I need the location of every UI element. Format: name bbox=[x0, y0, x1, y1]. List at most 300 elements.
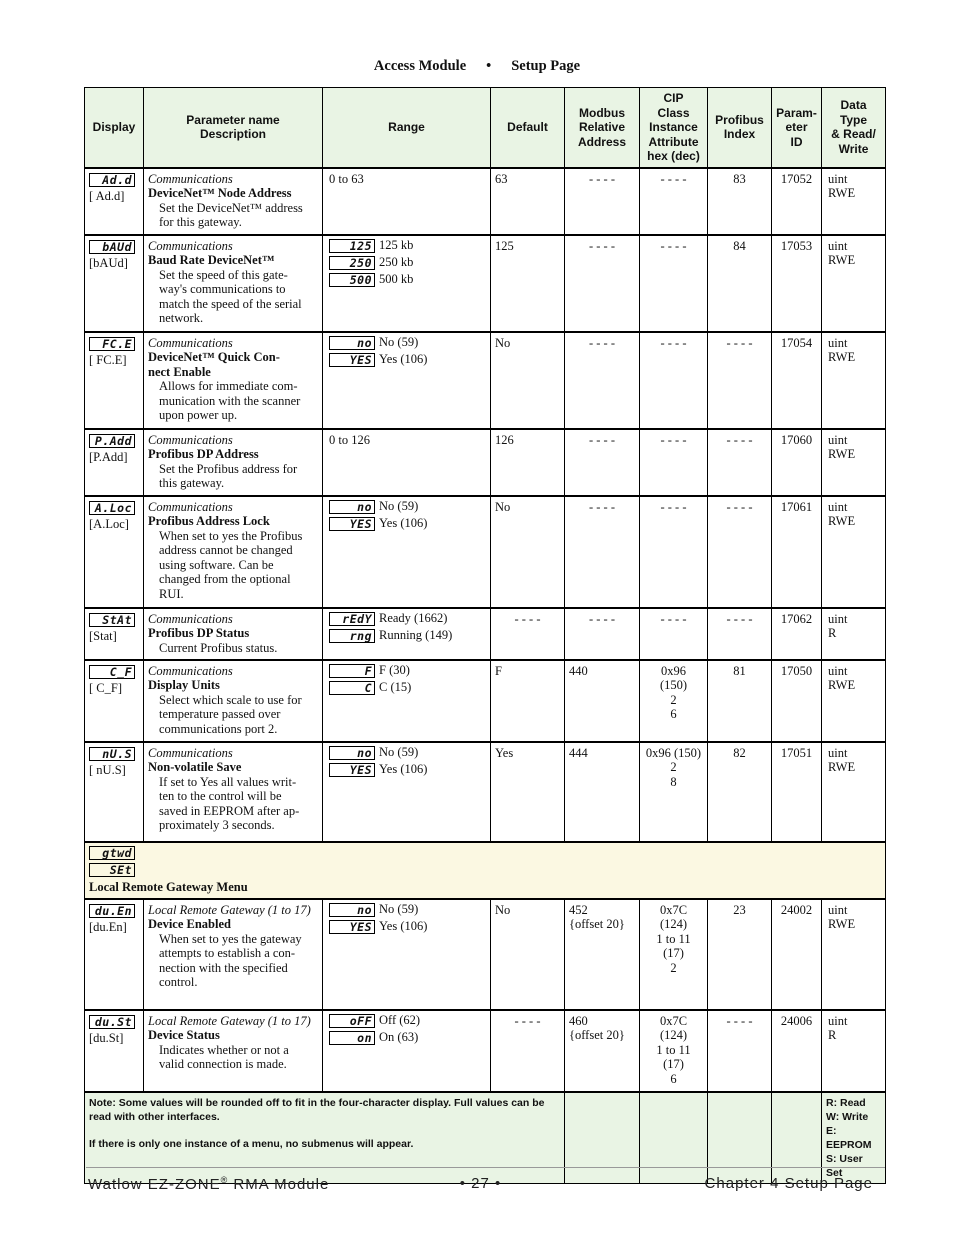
data-type-value: uint bbox=[828, 745, 848, 760]
text-line: E: EEPROM bbox=[826, 1124, 872, 1151]
text-line: & Read/ bbox=[831, 127, 876, 142]
data-type-cell bbox=[822, 429, 886, 496]
range-option-label: Running (149) bbox=[379, 628, 453, 643]
modbus-value: 440 bbox=[569, 663, 588, 678]
menu-row bbox=[85, 842, 886, 899]
range-cell bbox=[323, 742, 491, 842]
text-line: Relative bbox=[578, 120, 626, 134]
range-option bbox=[329, 920, 486, 934]
text-line: Instance bbox=[649, 120, 698, 134]
data-type-value: uint bbox=[828, 499, 848, 514]
data-type-value: uint bbox=[828, 611, 848, 626]
param-description: valid connection is made. bbox=[159, 1057, 287, 1072]
table-row bbox=[85, 899, 886, 1010]
lcd-display: on bbox=[329, 1031, 375, 1045]
range-cell bbox=[323, 429, 491, 496]
default-cell: 126 bbox=[491, 429, 565, 496]
param-description: Current Profibus status. bbox=[159, 640, 278, 655]
cip-value: - - - - bbox=[660, 171, 687, 186]
page-header bbox=[0, 58, 954, 75]
lcd-display: YES bbox=[329, 920, 375, 934]
display-cell bbox=[85, 332, 144, 429]
col-data-type bbox=[822, 88, 886, 168]
param-category: Communications bbox=[148, 745, 233, 760]
param-category: Communications bbox=[148, 499, 233, 514]
range-option bbox=[329, 353, 486, 367]
param-cell bbox=[144, 168, 323, 235]
param-id-cell: 17051 bbox=[772, 742, 822, 842]
data-type-cell bbox=[822, 899, 886, 1010]
lcd-display: YES bbox=[329, 353, 375, 367]
range-option-label: 500 kb bbox=[379, 272, 414, 287]
cip-cell bbox=[640, 1010, 708, 1092]
data-type-value: uint bbox=[828, 335, 848, 350]
lcd-display: nU.S bbox=[89, 747, 135, 761]
cip-value: (124) bbox=[659, 917, 688, 932]
lcd-display: 125 bbox=[329, 239, 375, 253]
cip-cell bbox=[640, 742, 708, 842]
range-cell bbox=[323, 1010, 491, 1092]
range-text: 0 to 126 bbox=[329, 432, 370, 447]
param-id-cell: 17050 bbox=[772, 660, 822, 742]
lcd-display: YES bbox=[329, 517, 375, 531]
lcd-display: YES bbox=[329, 763, 375, 777]
profibus-cell: 84 bbox=[708, 235, 772, 332]
header-module: Access Module bbox=[373, 58, 467, 74]
range-cell bbox=[323, 332, 491, 429]
cip-value: - - - - bbox=[660, 238, 687, 253]
lcd-display: P.Add bbox=[89, 434, 135, 448]
param-name: Profibus DP Status bbox=[148, 626, 250, 641]
param-description: for this gateway. bbox=[159, 215, 242, 230]
modbus-value: - - - - bbox=[588, 335, 616, 350]
param-name: DeviceNet™ Quick Con- nect Enable bbox=[148, 350, 280, 379]
param-category: Local Remote Gateway (1 to 17) bbox=[148, 1013, 311, 1028]
header-bullet: • bbox=[486, 58, 492, 74]
text-line: ID bbox=[790, 134, 803, 149]
range-option-label: Yes (106) bbox=[379, 919, 428, 934]
table-row bbox=[85, 608, 886, 660]
range-option-label: On (63) bbox=[379, 1030, 419, 1045]
table-row bbox=[85, 742, 886, 842]
text-line: Data bbox=[840, 98, 867, 113]
data-type-cell bbox=[822, 235, 886, 332]
text-line: Address bbox=[577, 134, 627, 149]
modbus-value: 444 bbox=[569, 745, 588, 760]
cip-cell bbox=[640, 332, 708, 429]
param-cell bbox=[144, 235, 323, 332]
footnote-empty bbox=[565, 1092, 640, 1184]
data-type-value: RWE bbox=[828, 253, 856, 268]
text-line: Modbus bbox=[579, 105, 625, 120]
range-option bbox=[329, 239, 486, 253]
param-description: nection with the specified bbox=[159, 960, 288, 975]
param-description: match the speed of the serial bbox=[159, 296, 302, 311]
param-description: munication with the scanner bbox=[159, 393, 301, 408]
cip-cell bbox=[640, 608, 708, 660]
range-option-label: No (59) bbox=[379, 902, 419, 917]
modbus-cell bbox=[565, 429, 640, 496]
modbus-value: - - - - bbox=[588, 171, 616, 186]
param-cell bbox=[144, 1010, 323, 1092]
param-category: Communications bbox=[148, 432, 233, 447]
display-cell bbox=[85, 608, 144, 660]
table-row bbox=[85, 332, 886, 429]
lcd-display: Ad.d bbox=[89, 173, 135, 187]
lcd-display: oFF bbox=[329, 1014, 375, 1028]
modbus-value: 452 bbox=[569, 902, 588, 917]
data-type-value: RWE bbox=[828, 447, 856, 462]
cip-cell bbox=[640, 235, 708, 332]
footer-product: Watlow EZ-ZONE® RMA Module bbox=[88, 1175, 330, 1193]
cip-cell bbox=[640, 660, 708, 742]
default-cell: 125 bbox=[491, 235, 565, 332]
cip-cell bbox=[640, 168, 708, 235]
footnote-line: If there is only one instance of a menu, no submenus will appear. bbox=[89, 1137, 414, 1150]
param-description: Select which scale to use for bbox=[159, 692, 302, 707]
param-description: Set the speed of this gate- bbox=[159, 267, 288, 282]
param-name: DeviceNet™ Node Address bbox=[148, 186, 292, 201]
lcd-display: gtwd bbox=[89, 846, 135, 860]
table-row bbox=[85, 1010, 886, 1092]
param-category: Communications bbox=[148, 335, 233, 350]
range-option bbox=[329, 612, 486, 626]
table-row bbox=[85, 235, 886, 332]
cip-value: - - - - bbox=[660, 499, 687, 514]
param-name: Non-volatile Save bbox=[148, 760, 242, 775]
col-profibus bbox=[708, 88, 772, 168]
cip-value: (17) bbox=[663, 946, 684, 961]
cip-value: 8 bbox=[670, 774, 677, 789]
cip-value: 1 to 11 bbox=[656, 1042, 691, 1057]
cip-value: 6 bbox=[670, 707, 677, 722]
display-code: [ C_F] bbox=[89, 680, 122, 695]
col-range: Range bbox=[323, 88, 491, 168]
lcd-display: bAUd bbox=[89, 240, 135, 254]
lcd-display: no bbox=[329, 500, 375, 514]
range-option-label: 125 kb bbox=[379, 238, 414, 253]
range-option bbox=[329, 1014, 486, 1028]
param-name: Device Enabled bbox=[148, 917, 231, 932]
param-name: Profibus DP Address bbox=[148, 447, 259, 462]
default-cell: - - - - bbox=[491, 608, 565, 660]
modbus-value: - - - - bbox=[588, 432, 616, 447]
range-option-label: Yes (106) bbox=[379, 352, 428, 367]
param-name: Display Units bbox=[148, 678, 220, 693]
param-id-cell: 24002 bbox=[772, 899, 822, 1010]
param-name: Profibus Address Lock bbox=[148, 514, 270, 529]
param-category: Communications bbox=[148, 663, 233, 678]
modbus-value: {offset 20} bbox=[569, 1028, 625, 1043]
param-description: saved in EEPROM after ap- bbox=[159, 803, 300, 818]
data-type-cell bbox=[822, 608, 886, 660]
param-category: Communications bbox=[148, 611, 233, 626]
default-cell: 63 bbox=[491, 168, 565, 235]
table-header-row bbox=[85, 88, 886, 168]
cip-value: 0x96 bbox=[661, 663, 686, 678]
profibus-cell: - - - - bbox=[708, 1010, 772, 1092]
profibus-cell: 23 bbox=[708, 899, 772, 1010]
param-description: address cannot be changed bbox=[159, 543, 293, 558]
param-name: Baud Rate DeviceNet™ bbox=[148, 253, 275, 268]
footer-chapter: Chapter 4 Setup Page bbox=[704, 1175, 873, 1192]
display-code: [bAUd] bbox=[89, 255, 128, 270]
param-id-cell: 24006 bbox=[772, 1010, 822, 1092]
data-type-cell bbox=[822, 742, 886, 842]
cip-value: - - - - bbox=[660, 611, 687, 626]
param-description: this gateway. bbox=[159, 476, 225, 491]
data-type-value: uint bbox=[828, 1013, 848, 1028]
profibus-cell: - - - - bbox=[708, 429, 772, 496]
param-category: Local Remote Gateway (1 to 17) bbox=[148, 902, 311, 917]
footnote-line: read with other interfaces. bbox=[89, 1110, 220, 1123]
param-description: If set to Yes all values writ- bbox=[159, 774, 297, 789]
modbus-value: - - - - bbox=[588, 499, 616, 514]
data-type-value: RWE bbox=[828, 760, 856, 775]
default-cell: F bbox=[491, 660, 565, 742]
col-modbus bbox=[565, 88, 640, 168]
range-option bbox=[329, 664, 486, 678]
range-option-label: Off (62) bbox=[379, 1013, 421, 1028]
default-cell: No bbox=[491, 496, 565, 608]
col-param bbox=[144, 88, 323, 168]
table-row bbox=[85, 496, 886, 608]
text-line: CIP bbox=[663, 91, 684, 105]
modbus-cell bbox=[565, 332, 640, 429]
param-description: Set the DeviceNet™ address bbox=[159, 200, 303, 215]
param-description: temperature passed over bbox=[159, 707, 281, 722]
param-id-cell: 17062 bbox=[772, 608, 822, 660]
display-code: [ nU.S] bbox=[89, 762, 126, 777]
param-description: When set to yes the Profibus bbox=[159, 528, 303, 543]
range-option-label: No (59) bbox=[379, 335, 419, 350]
profibus-cell: - - - - bbox=[708, 332, 772, 429]
cip-cell bbox=[640, 899, 708, 1010]
menu-title: Local Remote Gateway Menu bbox=[89, 879, 248, 894]
param-description: proximately 3 seconds. bbox=[159, 818, 275, 833]
modbus-cell bbox=[565, 496, 640, 608]
modbus-value: - - - - bbox=[588, 238, 616, 253]
table-footer bbox=[85, 1092, 886, 1184]
range-option-label: C (15) bbox=[379, 680, 412, 695]
param-cell bbox=[144, 742, 323, 842]
modbus-cell bbox=[565, 1010, 640, 1092]
cip-value: (17) bbox=[663, 1057, 684, 1072]
param-description: communications port 2. bbox=[159, 721, 278, 736]
footnote-cell bbox=[85, 1092, 565, 1184]
modbus-cell bbox=[565, 899, 640, 1010]
data-type-value: RWE bbox=[828, 678, 856, 693]
lcd-display: A.Loc bbox=[89, 501, 135, 515]
data-type-value: R bbox=[828, 626, 837, 641]
param-description: attempts to establish a con- bbox=[159, 946, 296, 961]
text-line: R: Read bbox=[826, 1096, 866, 1109]
range-cell bbox=[323, 608, 491, 660]
param-category: Communications bbox=[148, 171, 233, 186]
display-cell bbox=[85, 742, 144, 842]
range-option bbox=[329, 903, 486, 917]
param-description: Set the Profibus address for bbox=[159, 461, 298, 476]
text-line: Type bbox=[839, 112, 868, 127]
range-option bbox=[329, 763, 486, 777]
data-type-cell bbox=[822, 660, 886, 742]
footnote-line: Note: Some values will be rounded off to fit in the four-character display. Full values can be bbox=[89, 1096, 545, 1109]
cip-value: - - - - bbox=[660, 335, 687, 350]
display-code: [ FC.E] bbox=[89, 352, 127, 367]
display-cell bbox=[85, 429, 144, 496]
lcd-display: 250 bbox=[329, 256, 375, 270]
param-id-cell: 17054 bbox=[772, 332, 822, 429]
col-default: Default bbox=[491, 88, 565, 168]
display-code: [du.St] bbox=[89, 1030, 124, 1045]
text-line: Description bbox=[199, 127, 266, 142]
cip-value: 2 bbox=[670, 960, 677, 975]
modbus-cell bbox=[565, 742, 640, 842]
range-option-label: Yes (106) bbox=[379, 516, 428, 531]
range-option-label: No (59) bbox=[379, 745, 419, 760]
col-display: Display bbox=[85, 88, 144, 168]
range-option bbox=[329, 256, 486, 270]
default-cell: No bbox=[491, 899, 565, 1010]
data-type-value: RWE bbox=[828, 350, 856, 365]
range-option bbox=[329, 500, 486, 514]
cip-value: 0x7C bbox=[659, 1013, 688, 1028]
display-cell bbox=[85, 899, 144, 1010]
display-cell bbox=[85, 1010, 144, 1092]
modbus-cell bbox=[565, 235, 640, 332]
param-description: using software. Can be bbox=[159, 557, 274, 572]
lcd-display: FC.E bbox=[89, 337, 135, 351]
text-line: W: Write bbox=[826, 1110, 869, 1123]
data-type-value: uint bbox=[828, 902, 848, 917]
legend-cell bbox=[822, 1092, 886, 1184]
default-cell: Yes bbox=[491, 742, 565, 842]
range-option bbox=[329, 517, 486, 531]
text-line: hex (dec) bbox=[647, 149, 700, 163]
data-type-value: uint bbox=[828, 432, 848, 447]
cip-value: 2 bbox=[670, 692, 677, 707]
data-type-value: uint bbox=[828, 663, 848, 678]
data-type-value: RWE bbox=[828, 917, 856, 932]
text-line: eter bbox=[785, 120, 808, 134]
text-line: Profibus bbox=[715, 112, 764, 127]
param-id-cell: 17052 bbox=[772, 168, 822, 235]
range-option-label: Yes (106) bbox=[379, 762, 428, 777]
display-code: [ Ad.d] bbox=[89, 188, 125, 203]
data-type-cell bbox=[822, 1010, 886, 1092]
param-description: way's communications to bbox=[159, 282, 286, 297]
lcd-display: 500 bbox=[329, 273, 375, 287]
profibus-cell: 83 bbox=[708, 168, 772, 235]
table-row bbox=[85, 429, 886, 496]
param-cell bbox=[144, 496, 323, 608]
param-description: RUI. bbox=[159, 587, 184, 602]
range-option-label: No (59) bbox=[379, 499, 419, 514]
table-row bbox=[85, 660, 886, 742]
data-type-cell bbox=[822, 168, 886, 235]
param-id-cell: 17053 bbox=[772, 235, 822, 332]
lcd-display: no bbox=[329, 336, 375, 350]
data-type-cell bbox=[822, 496, 886, 608]
data-type-value: uint bbox=[828, 238, 848, 253]
text-line: Write bbox=[838, 141, 869, 156]
cip-value: 0x7C bbox=[659, 902, 688, 917]
cip-value: - - - - bbox=[660, 432, 687, 447]
cip-value: 0x96 (150) bbox=[645, 745, 702, 760]
display-cell bbox=[85, 660, 144, 742]
range-option-label: Ready (1662) bbox=[379, 611, 448, 626]
display-cell bbox=[85, 496, 144, 608]
registered-mark: ® bbox=[220, 1175, 229, 1185]
table-body-gateway bbox=[85, 899, 886, 1092]
range-option bbox=[329, 746, 486, 760]
range-option-label: F (30) bbox=[379, 663, 410, 678]
data-type-value: R bbox=[828, 1028, 837, 1043]
parameter-table bbox=[84, 87, 886, 1184]
profibus-cell: - - - - bbox=[708, 608, 772, 660]
param-description: ten to the control will be bbox=[159, 789, 282, 804]
modbus-value: - - - - bbox=[588, 611, 616, 626]
display-code: [du.En] bbox=[89, 919, 127, 934]
menu-cell bbox=[85, 842, 886, 899]
footnote-empty bbox=[640, 1092, 708, 1184]
lcd-display: rng bbox=[329, 629, 375, 643]
param-id-cell: 17060 bbox=[772, 429, 822, 496]
text-line: Param- bbox=[776, 105, 817, 120]
default-cell: No bbox=[491, 332, 565, 429]
param-description: Indicates whether or not a bbox=[159, 1042, 289, 1057]
modbus-value: 460 bbox=[569, 1013, 588, 1028]
param-cell bbox=[144, 660, 323, 742]
param-cell bbox=[144, 899, 323, 1010]
lcd-display: F bbox=[329, 664, 375, 678]
text-line: Attribute bbox=[648, 134, 699, 149]
table-body bbox=[85, 168, 886, 842]
display-code: [A.Loc] bbox=[89, 516, 129, 531]
param-cell bbox=[144, 332, 323, 429]
range-option-label: 250 kb bbox=[379, 255, 414, 270]
range-option bbox=[329, 629, 486, 643]
col-param-id bbox=[772, 88, 822, 168]
cip-value: 6 bbox=[670, 1071, 677, 1086]
cip-value: (124) bbox=[659, 1028, 688, 1043]
param-description: When set to yes the gateway bbox=[159, 931, 302, 946]
data-type-value: RWE bbox=[828, 514, 856, 529]
range-option bbox=[329, 273, 486, 287]
range-cell bbox=[323, 899, 491, 1010]
text-line: Index bbox=[723, 127, 756, 142]
param-category: Communications bbox=[148, 238, 233, 253]
lcd-display: StAt bbox=[89, 613, 135, 627]
cip-value: 2 bbox=[670, 760, 677, 775]
footer-rule bbox=[86, 1167, 885, 1168]
lcd-display: du.En bbox=[89, 904, 135, 918]
modbus-cell bbox=[565, 660, 640, 742]
data-type-value: RWE bbox=[828, 186, 856, 201]
lcd-display: du.St bbox=[89, 1015, 135, 1029]
range-option bbox=[329, 336, 486, 350]
data-type-cell bbox=[822, 332, 886, 429]
range-cell bbox=[323, 168, 491, 235]
lcd-display: SEt bbox=[89, 863, 135, 877]
menu-section bbox=[85, 842, 886, 899]
range-option bbox=[329, 681, 486, 695]
modbus-value: {offset 20} bbox=[569, 917, 625, 932]
header-page: Setup Page bbox=[511, 58, 581, 74]
display-cell bbox=[85, 235, 144, 332]
profibus-cell: 81 bbox=[708, 660, 772, 742]
cip-value: 1 to 11 bbox=[656, 931, 691, 946]
